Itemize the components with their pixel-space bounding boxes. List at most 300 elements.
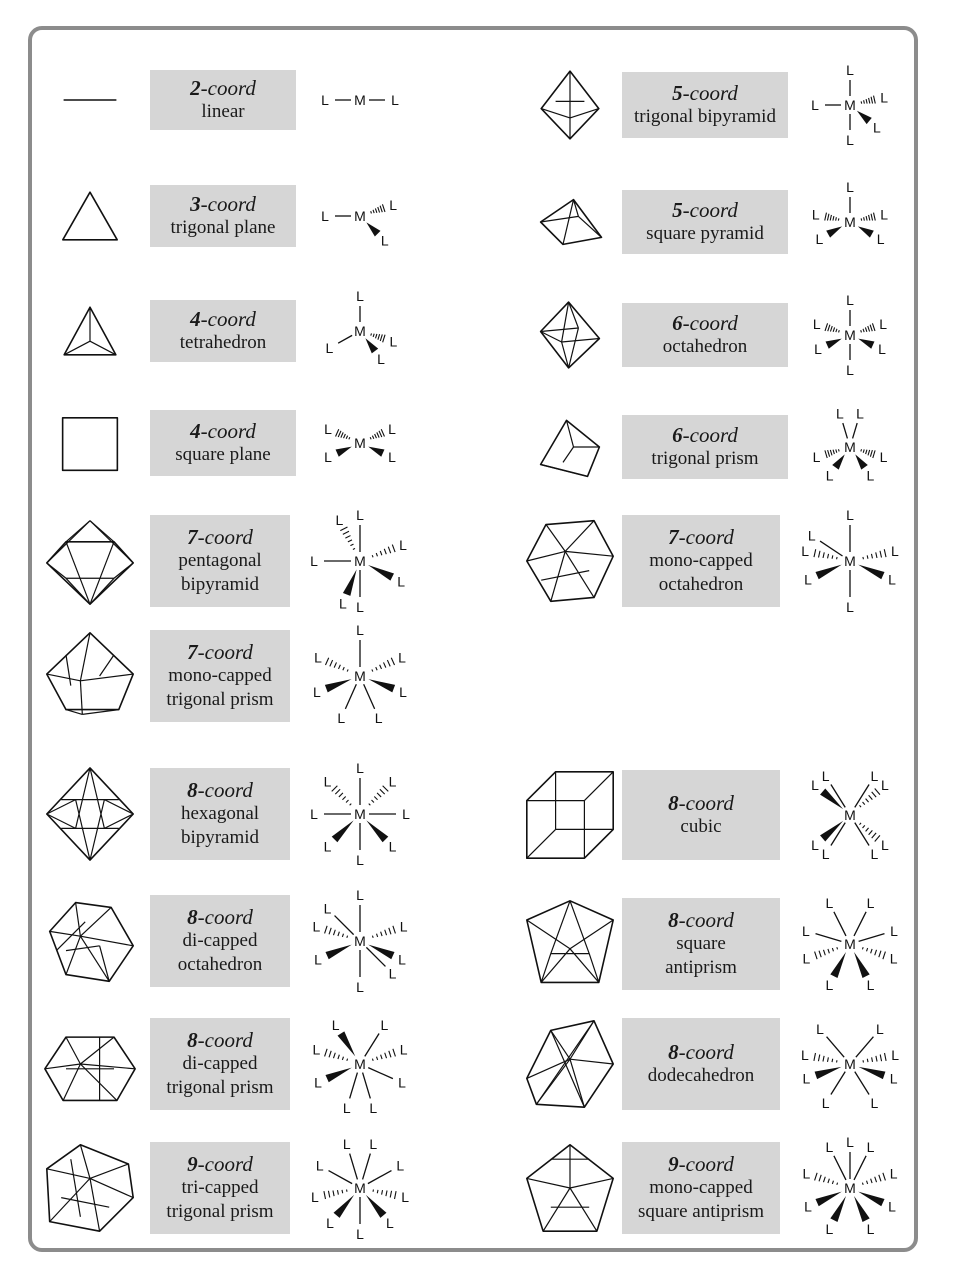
ligand-label: L	[821, 1095, 830, 1112]
coordination-number-value: 8	[187, 1028, 198, 1052]
ligand-label: L	[879, 449, 888, 466]
geometry-label	[150, 768, 290, 860]
geometry-label	[150, 300, 296, 362]
ligand-label: L	[335, 511, 344, 528]
dodecahedron-shape-icon	[522, 1016, 618, 1112]
ligand-label: L	[398, 951, 406, 968]
coordination-suffix: -coord	[678, 791, 734, 815]
coordination-suffix: -coord	[200, 76, 256, 100]
ligand-label: L	[399, 1041, 408, 1058]
geometry-name-line: tetrahedron	[179, 332, 267, 353]
ligand-label: L	[888, 1198, 896, 1215]
ligand-bond	[834, 1156, 846, 1180]
ligand-bond	[855, 823, 869, 846]
ligand-label: L	[342, 1100, 351, 1117]
coordination-number-value: 6	[672, 311, 683, 335]
hashed-bond	[862, 1173, 885, 1185]
ligand-label: L	[811, 836, 819, 853]
coordination-number-value: 9	[187, 1152, 198, 1176]
square-antiprism-shape-icon	[522, 896, 618, 992]
ligand-bond	[350, 1154, 358, 1180]
hashed-bond	[863, 549, 886, 559]
ligand-label: L	[374, 710, 383, 727]
metal-label: M	[354, 323, 366, 339]
geometry-label	[150, 410, 296, 476]
ligand-diagram	[300, 503, 420, 619]
ligand-bond	[834, 912, 846, 936]
hashed-bond	[861, 96, 875, 104]
geometry-name-line: cubic	[680, 816, 722, 837]
wedge-bond	[338, 1031, 356, 1056]
coordination-number	[668, 791, 734, 815]
geometry-name-line: mono-capped	[649, 550, 753, 571]
ligand-label: L	[369, 1100, 378, 1117]
geometry-label	[622, 515, 780, 607]
metal-label: M	[354, 668, 366, 684]
tri-capped-trigonal-prism-shape-icon	[42, 1140, 138, 1236]
ligand-label: L	[821, 846, 830, 863]
square-shape-icon	[54, 407, 126, 479]
metal-label: M	[354, 933, 366, 949]
ligand-label: L	[888, 571, 896, 588]
geometry-label	[622, 303, 788, 367]
ligand-label: L	[816, 1021, 824, 1038]
ligand-label: L	[399, 536, 407, 553]
ligand-diagram	[790, 1130, 910, 1246]
ligand-diagram	[300, 618, 420, 734]
ligand-label: L	[856, 405, 864, 422]
ligand-label: L	[811, 97, 819, 113]
ligand-label: L	[380, 1016, 389, 1033]
wedge-bond	[366, 1195, 387, 1218]
ligand-label: L	[876, 1021, 884, 1038]
ligand-label: L	[356, 852, 364, 868]
hexagonal-bipyramid-shape-icon	[42, 766, 138, 862]
coordination-number-value: 8	[668, 908, 679, 932]
coordination-number	[672, 198, 738, 222]
octahedron-shape-icon	[535, 300, 605, 370]
ligand-label: L	[876, 230, 885, 247]
ligand-label: L	[356, 760, 364, 776]
hashed-bond	[372, 545, 395, 558]
hashed-bond	[369, 786, 389, 806]
ligand-label: L	[879, 315, 888, 332]
ligand-label: L	[310, 553, 318, 569]
coordination-number-value: 9	[668, 1152, 679, 1176]
hashed-bond	[325, 926, 348, 938]
hashed-bond	[325, 658, 348, 672]
ligand-label: L	[323, 838, 332, 855]
ligand-label: L	[321, 92, 329, 108]
hashed-bond	[862, 947, 885, 959]
wedge-bond	[858, 226, 874, 237]
geometry-name-line: trigonal prism	[166, 689, 274, 710]
wedge-bond	[368, 447, 384, 457]
ligand-label: L	[397, 573, 406, 590]
coordination-number	[672, 311, 738, 335]
ligand-label: L	[825, 977, 834, 994]
hashed-bond	[861, 323, 875, 332]
ligand-label: L	[825, 894, 834, 911]
hashed-bond	[372, 658, 395, 672]
ligand-diagram	[300, 171, 420, 261]
ligand-label: L	[802, 922, 810, 939]
wedge-bond	[854, 952, 870, 978]
ligand-label: L	[880, 89, 889, 106]
ligand-label: L	[398, 649, 406, 666]
metal-label: M	[844, 327, 856, 343]
ligand-diagram	[790, 758, 910, 872]
geometry-name-line: octahedron	[658, 574, 744, 595]
ligand-label: L	[401, 1189, 410, 1206]
geometry-label	[622, 1142, 780, 1234]
wedge-bond	[368, 565, 394, 581]
wedge-bond	[815, 565, 841, 580]
ligand-bond	[368, 1068, 393, 1079]
coordination-number-value: 7	[187, 640, 198, 664]
ligand-bond	[338, 335, 352, 343]
coordination-suffix: -coord	[200, 307, 256, 331]
ligand-label: L	[388, 420, 396, 437]
metal-label: M	[844, 439, 856, 455]
ligand-label: L	[846, 599, 854, 615]
trigonal-bipyramid-shape-icon	[534, 69, 606, 141]
ligand-label: L	[388, 838, 397, 855]
ligand-label: L	[804, 1198, 812, 1215]
ligand-label: L	[846, 1134, 854, 1150]
wedge-bond	[859, 1067, 886, 1079]
hashed-bond	[332, 786, 352, 806]
coordination-suffix: -coord	[200, 419, 256, 443]
wedge-bond	[325, 945, 351, 960]
coordination-number-value: 8	[668, 791, 679, 815]
metal-label: M	[354, 553, 366, 569]
square-pyramid-shape-icon	[535, 187, 605, 257]
ligand-diagram	[790, 60, 910, 150]
wedge-bond	[815, 1067, 842, 1079]
ligand-label: L	[356, 622, 364, 638]
ligand-label: L	[356, 288, 364, 304]
wedge-bond	[368, 679, 395, 692]
ligand-bond	[365, 1033, 379, 1056]
hashed-bond	[371, 333, 385, 342]
ligand-bond	[831, 1072, 845, 1095]
geometry-name-line: trigonal bipyramid	[634, 106, 776, 127]
hashed-bond	[863, 1053, 886, 1062]
ligand-label: L	[846, 132, 854, 148]
ligand-label: L	[342, 1135, 351, 1152]
ligand-bond	[855, 1072, 869, 1095]
ligand-bond	[827, 1037, 845, 1058]
coordination-number	[668, 525, 734, 549]
wedge-bond	[830, 1196, 846, 1222]
coordination-number	[190, 192, 256, 216]
wedge-bond	[334, 1195, 355, 1218]
geometry-label	[150, 515, 290, 607]
mono-capped-square-antiprism-shape-icon	[522, 1140, 618, 1236]
coordination-number-value: 6	[672, 423, 683, 447]
geometry-name-line: antiprism	[665, 957, 737, 978]
ligand-bond	[855, 784, 869, 807]
ligand-diagram	[790, 503, 910, 619]
ligand-diagram	[790, 402, 910, 492]
geometry-name-line: linear	[201, 101, 245, 122]
ligand-label: L	[881, 777, 889, 794]
tetrahedron-shape-icon	[56, 297, 124, 365]
ligand-label: L	[802, 1165, 811, 1182]
hashed-bond	[825, 449, 839, 458]
coordination-number	[672, 81, 738, 105]
hashed-bond	[336, 429, 350, 439]
metal-label: M	[844, 214, 856, 230]
pentagonal-bipyramid-shape-icon	[42, 513, 138, 609]
coordination-suffix: -coord	[678, 525, 734, 549]
coordination-suffix: -coord	[682, 423, 738, 447]
geometry-label	[150, 1142, 290, 1234]
metal-label: M	[354, 1056, 366, 1072]
ligand-label: L	[314, 951, 322, 968]
ligand-diagram	[300, 286, 420, 376]
ligand-diagram	[790, 290, 910, 380]
metal-label: M	[354, 92, 366, 108]
wedge-bond	[826, 226, 842, 237]
hashed-bond	[372, 1049, 395, 1061]
ligand-label: L	[870, 1095, 879, 1112]
ligand-label: L	[889, 950, 898, 967]
coordination-number	[672, 423, 738, 447]
ligand-label: L	[312, 918, 321, 935]
geometry-name-line: trigonal prism	[166, 1201, 274, 1222]
hashed-bond	[373, 1190, 396, 1199]
ligand-label: L	[388, 965, 397, 982]
ligand-label: L	[811, 206, 820, 223]
trigonal-prism-shape-icon	[535, 412, 605, 482]
coordination-number-value: 5	[672, 198, 683, 222]
ligand-label: L	[821, 767, 830, 784]
wedge-bond	[832, 454, 845, 469]
ligand-label: L	[870, 846, 879, 863]
wedge-bond	[332, 820, 354, 842]
ligand-label: L	[815, 230, 824, 247]
hashed-bond	[825, 213, 839, 221]
ligand-bond	[859, 934, 885, 942]
ligand-label: L	[891, 543, 899, 560]
hashed-bond	[371, 204, 385, 213]
ligand-label: L	[339, 595, 347, 612]
geometry-label	[150, 630, 290, 722]
ligand-label: L	[825, 467, 834, 484]
geometry-label	[622, 190, 788, 254]
coordination-number-value: 8	[668, 1040, 679, 1064]
geometry-name-line: trigonal prism	[166, 1077, 274, 1098]
ligand-label: L	[398, 1074, 406, 1091]
ligand-label: L	[881, 836, 889, 853]
wedge-bond	[366, 222, 380, 236]
hashed-bond	[859, 789, 879, 808]
coordination-suffix: -coord	[197, 905, 253, 929]
geometry-name-line: square pyramid	[646, 223, 764, 244]
coordination-number-value: 4	[190, 419, 201, 443]
ligand-label: L	[315, 1157, 324, 1174]
ligand-bond	[856, 1037, 874, 1058]
metal-label: M	[354, 435, 366, 451]
ligand-label: L	[391, 92, 399, 108]
coordination-number	[187, 1028, 253, 1052]
coordination-suffix: -coord	[197, 1028, 253, 1052]
ligand-label: L	[388, 449, 396, 466]
geometry-label	[150, 895, 290, 987]
metal-label: M	[354, 1180, 366, 1196]
ligand-label: L	[310, 1189, 319, 1206]
ligand-label: L	[356, 887, 364, 903]
ligand-label: L	[866, 1138, 875, 1155]
wedge-bond	[366, 820, 388, 842]
coordination-number	[187, 640, 253, 664]
ligand-bond	[843, 423, 848, 438]
coordination-number-value: 8	[187, 905, 198, 929]
ligand-label: L	[836, 405, 844, 422]
hashed-bond	[815, 1173, 838, 1185]
ligand-label: L	[807, 527, 816, 544]
wedge-bond	[857, 111, 872, 124]
coordination-suffix: -coord	[197, 525, 253, 549]
geometry-label	[622, 770, 780, 860]
ligand-diagram	[300, 883, 420, 999]
ligand-bond	[329, 1171, 353, 1184]
metal-label: M	[844, 1056, 856, 1072]
geometry-name-line: square plane	[175, 444, 271, 465]
hashed-bond	[814, 1053, 837, 1062]
ligand-label: L	[399, 918, 408, 935]
ligand-label: L	[846, 62, 854, 78]
wedge-bond	[325, 679, 352, 692]
wedge-bond	[368, 945, 394, 960]
coordination-number	[668, 1152, 734, 1176]
geometry-name-line: mono-capped	[168, 665, 272, 686]
coordination-suffix: -coord	[682, 81, 738, 105]
ligand-bond	[854, 912, 866, 936]
ligand-diagram	[790, 886, 910, 1002]
mono-capped-trigonal-prism-shape-icon	[42, 628, 138, 724]
ligand-label: L	[866, 977, 875, 994]
ligand-label: L	[325, 339, 334, 356]
ligand-bond	[345, 684, 356, 709]
ligand-label: L	[314, 1074, 322, 1091]
ligand-label: L	[331, 1016, 340, 1033]
geometry-label	[622, 1018, 780, 1110]
geometry-label	[622, 415, 788, 479]
ligand-bond	[816, 934, 842, 942]
hashed-bond	[861, 449, 875, 458]
hashed-bond	[815, 947, 838, 959]
geometry-name-line: bipyramid	[180, 827, 260, 848]
wedge-bond	[336, 447, 352, 457]
coordination-number	[187, 525, 253, 549]
coordination-suffix: -coord	[197, 778, 253, 802]
hashed-bond	[825, 323, 839, 332]
ligand-diagram	[300, 398, 420, 488]
ligand-label: L	[802, 1070, 811, 1087]
ligand-diagram	[300, 756, 420, 872]
geometry-label	[150, 1018, 290, 1110]
ligand-label: L	[846, 362, 854, 378]
mono-capped-octahedron-shape-icon	[522, 513, 618, 609]
ligand-label: L	[889, 1070, 898, 1087]
ligand-label: L	[825, 1221, 834, 1238]
ligand-label: L	[866, 1221, 875, 1238]
coordination-number-value: 3	[190, 192, 201, 216]
geometry-name-line: di-capped	[182, 930, 258, 951]
coordination-number-value: 7	[187, 525, 198, 549]
ligand-bond	[363, 1154, 371, 1180]
ligand-diagram	[790, 177, 910, 267]
ligand-label: L	[388, 773, 397, 790]
ligand-label: L	[866, 467, 875, 484]
geometry-name-line: square antiprism	[637, 1201, 765, 1222]
ligand-bond	[854, 1156, 866, 1180]
metal-label: M	[844, 936, 856, 952]
ligand-label: L	[890, 922, 898, 939]
geometry-name-line: hexagonal	[180, 803, 260, 824]
geometry-name-line: trigonal plane	[170, 217, 276, 238]
wedge-bond	[826, 339, 842, 349]
ligand-label: L	[389, 196, 398, 213]
ligand-diagram	[790, 1006, 910, 1122]
coordination-number	[187, 1152, 253, 1176]
ligand-bond	[350, 1073, 358, 1099]
geometry-label	[150, 185, 296, 247]
hashed-bond	[325, 1049, 348, 1061]
ligand-label: L	[880, 206, 889, 223]
wedge-bond	[815, 1192, 841, 1207]
ligand-bond	[853, 423, 858, 438]
metal-label: M	[354, 806, 366, 822]
metal-label: M	[844, 97, 856, 113]
ligand-label: L	[812, 315, 821, 332]
geometry-label	[622, 72, 788, 138]
ligand-label: L	[323, 900, 332, 917]
ligand-label: L	[324, 449, 332, 466]
coordination-suffix: -coord	[200, 192, 256, 216]
geometry-name-line: trigonal prism	[651, 448, 759, 469]
ligand-label: L	[870, 767, 879, 784]
geometry-name-line: dodecahedron	[647, 1065, 755, 1086]
coordination-suffix: -coord	[197, 1152, 253, 1176]
coordination-number	[187, 905, 253, 929]
ligand-label: L	[402, 806, 410, 822]
ligand-label: L	[846, 179, 854, 195]
ligand-label: L	[323, 773, 332, 790]
triangle-shape-icon	[56, 182, 124, 250]
coordination-suffix: -coord	[197, 640, 253, 664]
ligand-label: L	[386, 1214, 394, 1231]
ligand-label: L	[314, 649, 322, 666]
wedge-bond	[858, 565, 884, 580]
coordination-number-value: 7	[668, 525, 679, 549]
metal-label: M	[844, 1180, 856, 1196]
wedge-bond	[858, 339, 874, 349]
cube-shape-icon	[522, 767, 618, 863]
geometry-name-line: pentagonal	[178, 550, 262, 571]
ligand-label: L	[326, 1214, 334, 1231]
coordination-number	[190, 307, 256, 331]
ligand-diagram	[300, 1006, 420, 1122]
geometry-name-line: tri-capped	[181, 1177, 259, 1198]
ligand-label: L	[846, 507, 854, 523]
coordination-number	[190, 419, 256, 443]
ligand-label: L	[313, 684, 321, 701]
ligand-label: L	[801, 543, 809, 560]
